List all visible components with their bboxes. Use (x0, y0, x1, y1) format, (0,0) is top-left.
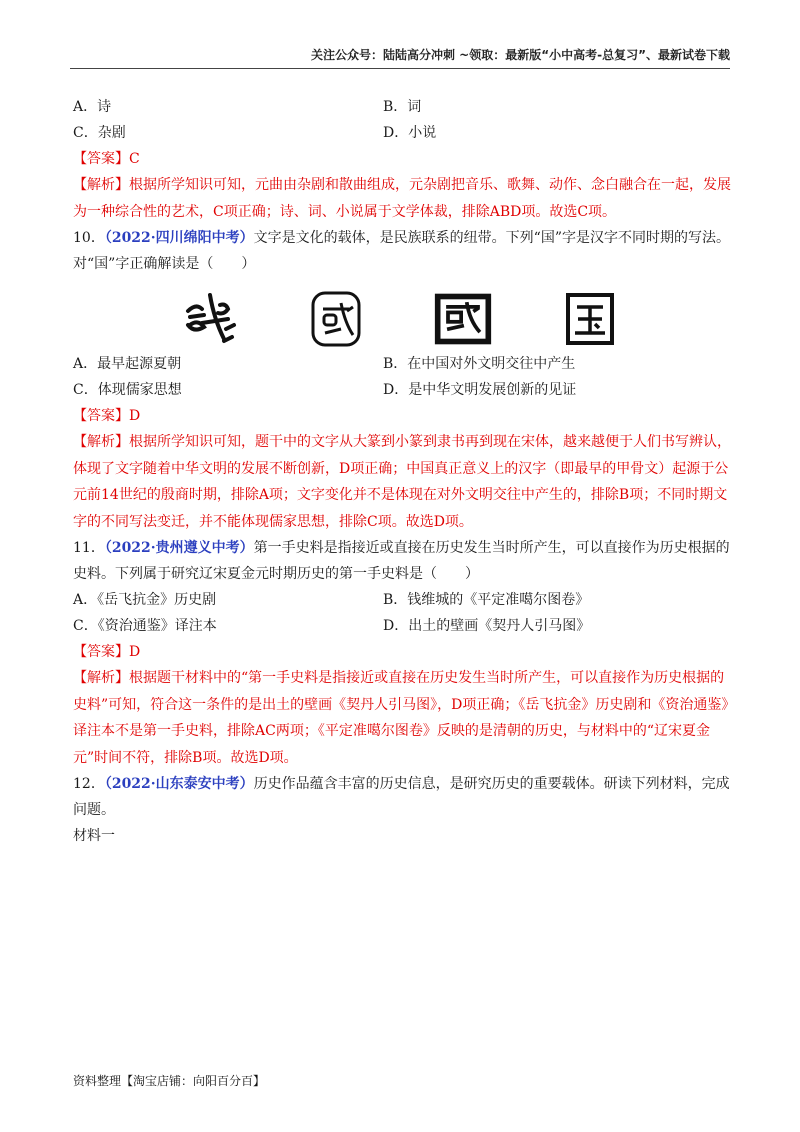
q10-answer: 【答案】D (73, 408, 141, 424)
q10-stem (73, 225, 735, 277)
q12-material-label: 材料一 (73, 828, 115, 844)
q9-options-row-1 (73, 94, 735, 120)
q11-options-row-1 (73, 587, 735, 613)
q10-number: 10． (73, 230, 105, 246)
q11-stem-text: 第一手史料是指接近或直接在历史发生当时所产生，可以直接作为历史根据的史料。下列属于研究辽宋夏金元时期历史的第一手史料是（ ） (73, 540, 730, 582)
q11-explain-label: 【解析】 (73, 670, 129, 686)
q10-explain-label: 【解析】 (73, 434, 129, 450)
q9-explain-text: 根据所学知识可知，元曲由杂剧和散曲组成，元杂剧把音乐、歌舞、动作、念白融合在一起，发展为一种综合性的艺术，C项正确；诗、词、小说属于文学体裁，排除ABD项。故选C项。 (73, 177, 731, 220)
q9-explain-label: 【解析】 (73, 177, 129, 193)
q11-option-c: C．《资治通鉴》译注本 (73, 618, 217, 634)
q10-stem-text: 文字是文化的载体，是民族联系的纽带。下列“国”字是汉字不同时期的写法。对“国”字正确解读是（ ） (73, 230, 730, 272)
q10-option-c: C．体现儒家思想 (73, 382, 182, 398)
q12-number: 12． (73, 776, 105, 792)
q12-stem-text: 历史作品蕴含丰富的历史信息，是研究历史的重要载体。研读下列材料，完成问题。 (73, 776, 730, 818)
guo-dazhuan-icon (180, 289, 240, 349)
guo-songti-icon (562, 289, 618, 349)
guo-xiaozhuan-icon (307, 289, 367, 349)
q10-source: （2022·四川绵阳中考） (104, 230, 254, 246)
q10-option-a: A．最早起源夏朝 (73, 356, 182, 372)
q9-options-row-2 (73, 120, 735, 146)
q10-options-row-2 (73, 377, 735, 403)
q9-answer: 【答案】C (73, 151, 140, 167)
q9-option-a: A．诗 (73, 99, 112, 115)
q11-options-row-2 (73, 613, 735, 639)
q11-option-b: B．钱维城的《平定准噶尔图卷》 (383, 592, 590, 608)
q10-option-b: B．在中国对外文明交往中产生 (383, 356, 576, 372)
q10-option-d: D．是中华文明发展创新的见证 (383, 382, 577, 398)
q11-source: （2022·贵州遵义中考） (104, 540, 254, 556)
q11-option-d: D．出土的壁画《契丹人引马图》 (383, 618, 591, 634)
guo-songti-glyph (560, 289, 620, 349)
q11-explanation (73, 665, 735, 771)
q10-explain-text: 根据所学知识可知，题干中的文字从大篆到小篆到隶书再到现在宋体，越来越便于人们书写辨认，体现了文字随着中华文明的发展不断创新，D项正确；中国真正意义上的汉字（即最早的甲骨文）起源于公元前14世纪的殷商时期，排除A项；文字变化并不是体现在对外文明交往中产生的，排除B项；不同时期文字的不同写法变迁，并不能体现儒家思想，排除C项。故选D项。 (73, 434, 731, 530)
q9-option-c: C．杂剧 (73, 125, 126, 141)
q9-option-b: B．词 (383, 99, 422, 115)
guo-glyph-row (180, 287, 620, 351)
guo-dazhuan-glyph (180, 289, 240, 349)
q11-explain-text: 根据题干材料中的“第一手史料是指接近或直接在历史发生当时所产生，可以直接作为历史根据的史料”可知，符合这一条件的是出土的壁画《契丹人引马图》，D项正确；《岳飞抗金》历史剧和《资治通鉴》译注本不是第一手史料，排除AC两项；《平定准噶尔图卷》反映的是清朝的历史，与材料中的“辽宋夏金元”时间不符，排除B项。故选D项。 (73, 670, 729, 766)
guo-xiaozhuan-glyph (307, 289, 367, 349)
q11-number: 11． (73, 540, 105, 556)
q9-explanation (73, 172, 735, 225)
q10-explanation (73, 429, 735, 535)
q11-option-a: A．《岳飞抗金》历史剧 (73, 592, 217, 608)
header-text: 关注公众号：陆陆高分冲刺 ~领取：最新版“小中高考-总复习”、最新试卷下载 (311, 48, 730, 62)
guo-lishu-icon (433, 289, 493, 349)
page-header (70, 46, 730, 69)
footer-text: 资料整理【淘宝店铺：向阳百分百】 (73, 1074, 266, 1088)
q12-stem (73, 771, 735, 823)
q10-options-row-1 (73, 351, 735, 377)
q11-answer: 【答案】D (73, 644, 141, 660)
q9-option-d: D．小说 (383, 125, 437, 141)
q12-source: （2022·山东泰安中考） (104, 776, 254, 792)
guo-lishu-glyph (433, 289, 493, 349)
page-footer (73, 1072, 265, 1089)
q11-stem (73, 535, 735, 587)
document-body (73, 94, 735, 849)
